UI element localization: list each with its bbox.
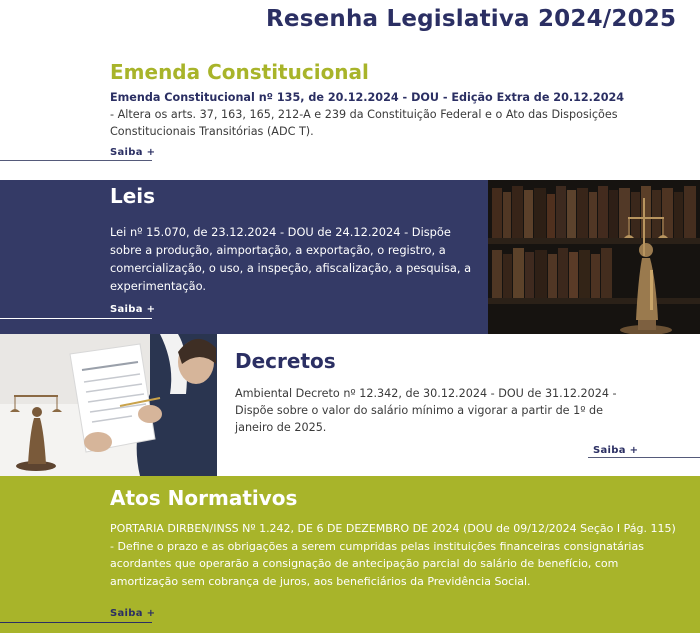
leis-saiba-link[interactable]: Saiba + (110, 304, 156, 315)
atos-title: Atos Normativos (110, 486, 298, 510)
emenda-title: Emenda Constitucional (110, 60, 369, 84)
leis-divider (0, 318, 152, 319)
decretos-saiba-link[interactable]: Saiba + (593, 445, 639, 456)
atos-section (0, 476, 700, 633)
justice-statue-icon (488, 180, 700, 334)
atos-saiba-link[interactable]: Saiba + (110, 608, 156, 619)
leis-section (0, 180, 700, 334)
emenda-section (0, 0, 700, 180)
leis-text: Lei nº 15.070, de 23.12.2024 - DOU de 24.12.2024 - Dispõe sobre a produção, aimportação, a exportação, o registro, a comercialização, o uso, a inspeção, afiscalização, a pesquisa, a experimentação. (110, 225, 472, 293)
page-title: Resenha Legislativa 2024/2025 (266, 6, 677, 32)
emenda-body: - Altera os arts. 37, 163, 165, 212-A e 239 da Constituição Federal e o Ato das Disposições Constitucionais Transitórias (ADC T). (110, 108, 618, 138)
decretos-title: Decretos (235, 349, 336, 373)
decretos-divider (588, 457, 700, 458)
leis-title: Leis (110, 184, 156, 208)
decretos-text: Ambiental Decreto nº 12.342, de 30.12.2024 - DOU de 31.12.2024 - Dispõe sobre o valor do salário mínimo a vigorar a partir de 1º de janeiro de 2025. (235, 387, 617, 434)
lawyer-document-icon (0, 334, 217, 476)
emenda-text (110, 89, 630, 140)
decretos-section (0, 334, 700, 476)
emenda-divider (0, 160, 152, 161)
atos-text: PORTARIA DIRBEN/INSS Nº 1.242, DE 6 DE DEZEMBRO DE 2024 (DOU de 09/12/2024 Seção I Pág. 115) - Define o prazo e as obrigações a serem cumpridas pelas instituições financeiras consignatárias acordantes que operarão a consignação de antecipação parcial do salário de benefício, com amortização sem cobrança de juros, aos beneficiários da Previdência Social. (110, 522, 676, 588)
emenda-saiba-link[interactable]: Saiba + (110, 147, 156, 158)
emenda-heading: Emenda Constitucional nº 135, de 20.12.2024 - DOU - Edição Extra de 20.12.2024 (110, 91, 625, 104)
atos-divider (0, 622, 152, 623)
